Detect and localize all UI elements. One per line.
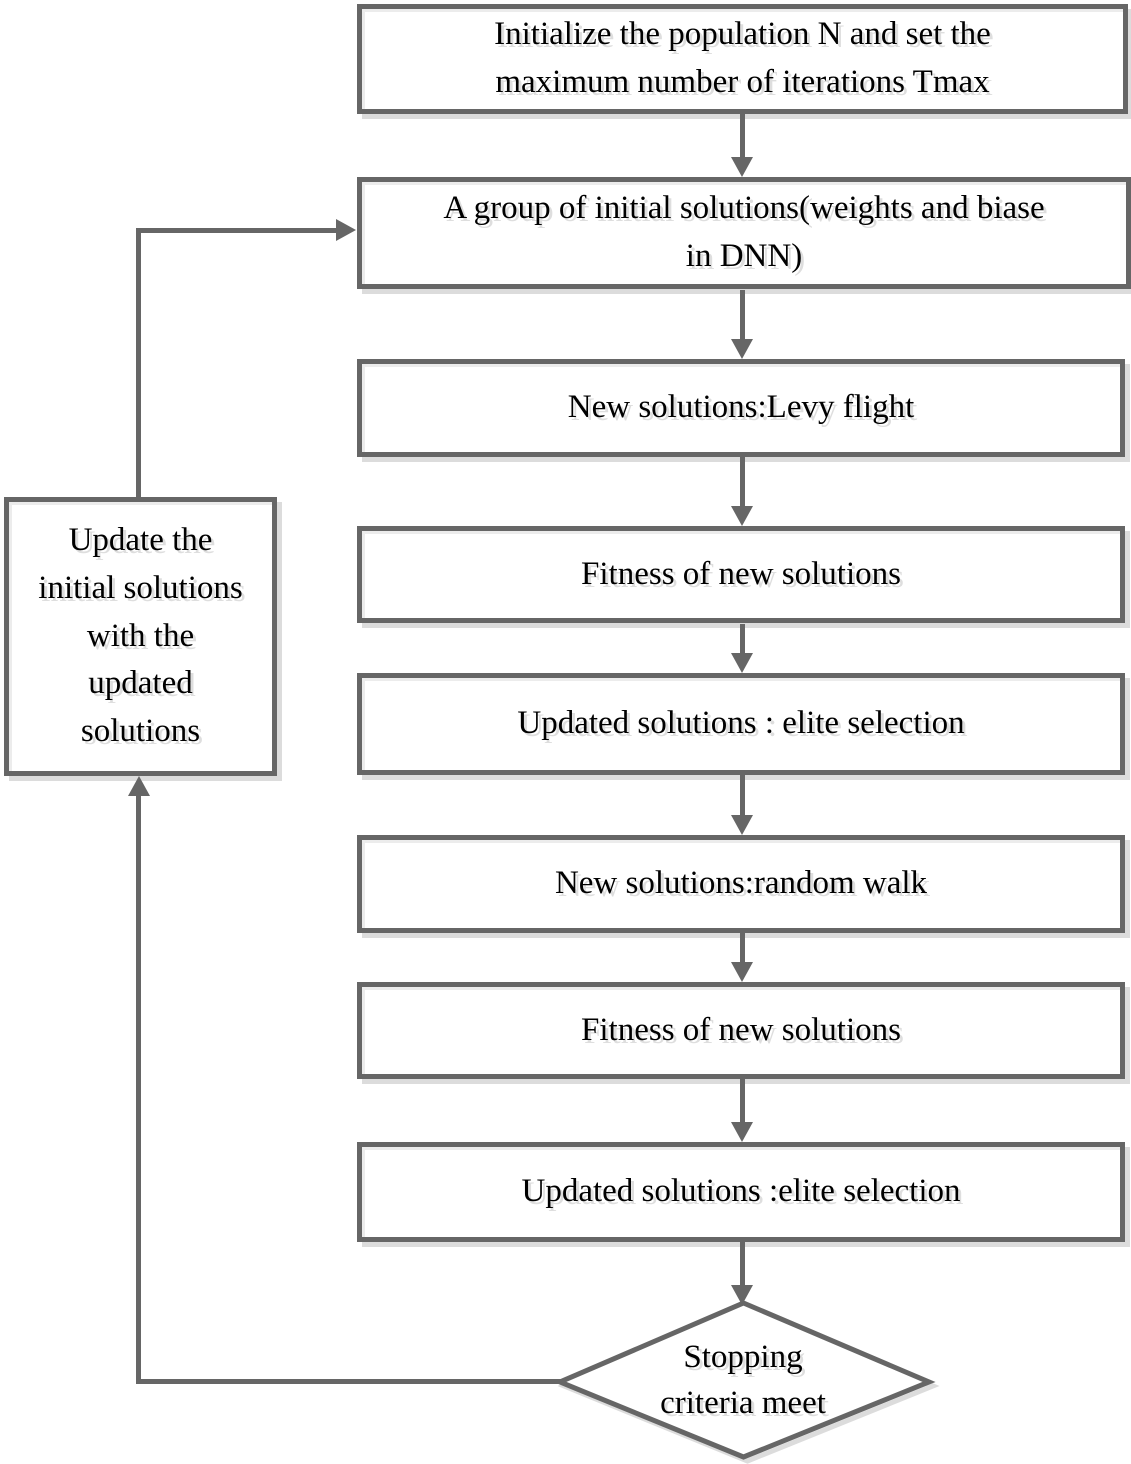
arrow-down-icon [740,457,745,506]
flow-box-initial-solutions [357,177,1131,289]
arrow-up-icon [128,776,150,796]
flow-box-label: Updated solutions :elite selection [521,1173,961,1210]
flow-box-initialize-population [357,4,1128,114]
flow-box-fitness-of-new-solutions-2 [357,982,1125,1079]
flow-box-new-solutions-levy-flight [357,359,1125,457]
flow-box-label: Fitness of new solutions [581,555,901,592]
loop-line-left-upper [136,228,141,497]
decision-stopping-criteria [633,1326,853,1434]
flow-box-update-initial-solutions [4,497,277,776]
arrow-down-icon [740,1079,745,1122]
flow-box-label: Update the initial solutions with the updated solutions [38,521,243,750]
flow-box-updated-solutions-elite-selection-2 [357,1142,1125,1242]
arrow-down-icon [740,1242,745,1285]
flow-box-new-solutions-random-walk [357,835,1125,933]
flow-box-label: New solutions:Levy flight [567,389,915,426]
flow-box-fitness-of-new-solutions-1 [357,526,1125,623]
flow-box-updated-solutions-elite-selection-1 [357,673,1125,775]
arrow-down-icon [740,933,745,962]
loop-line-top [136,228,336,233]
flow-box-label: Initialize the population N and set the maximum number of iterations Tmax [494,16,991,100]
flow-box-label: Fitness of new solutions [581,1011,901,1048]
arrow-down-icon [740,290,745,339]
flow-box-label: Updated solutions : elite selection [517,705,965,742]
arrow-down-icon [740,114,745,157]
decision-label: Stopping criteria meet [660,1338,826,1421]
arrow-down-icon [740,624,745,653]
arrow-right-icon [336,219,356,241]
loop-line-bottom [136,1379,563,1384]
flow-box-label: New solutions:random walk [554,865,928,902]
loop-line-left-lower [136,796,141,1384]
flow-box-label: A group of initial solutions(weights and biase in DNN) [443,190,1045,274]
arrow-down-icon [740,775,745,815]
